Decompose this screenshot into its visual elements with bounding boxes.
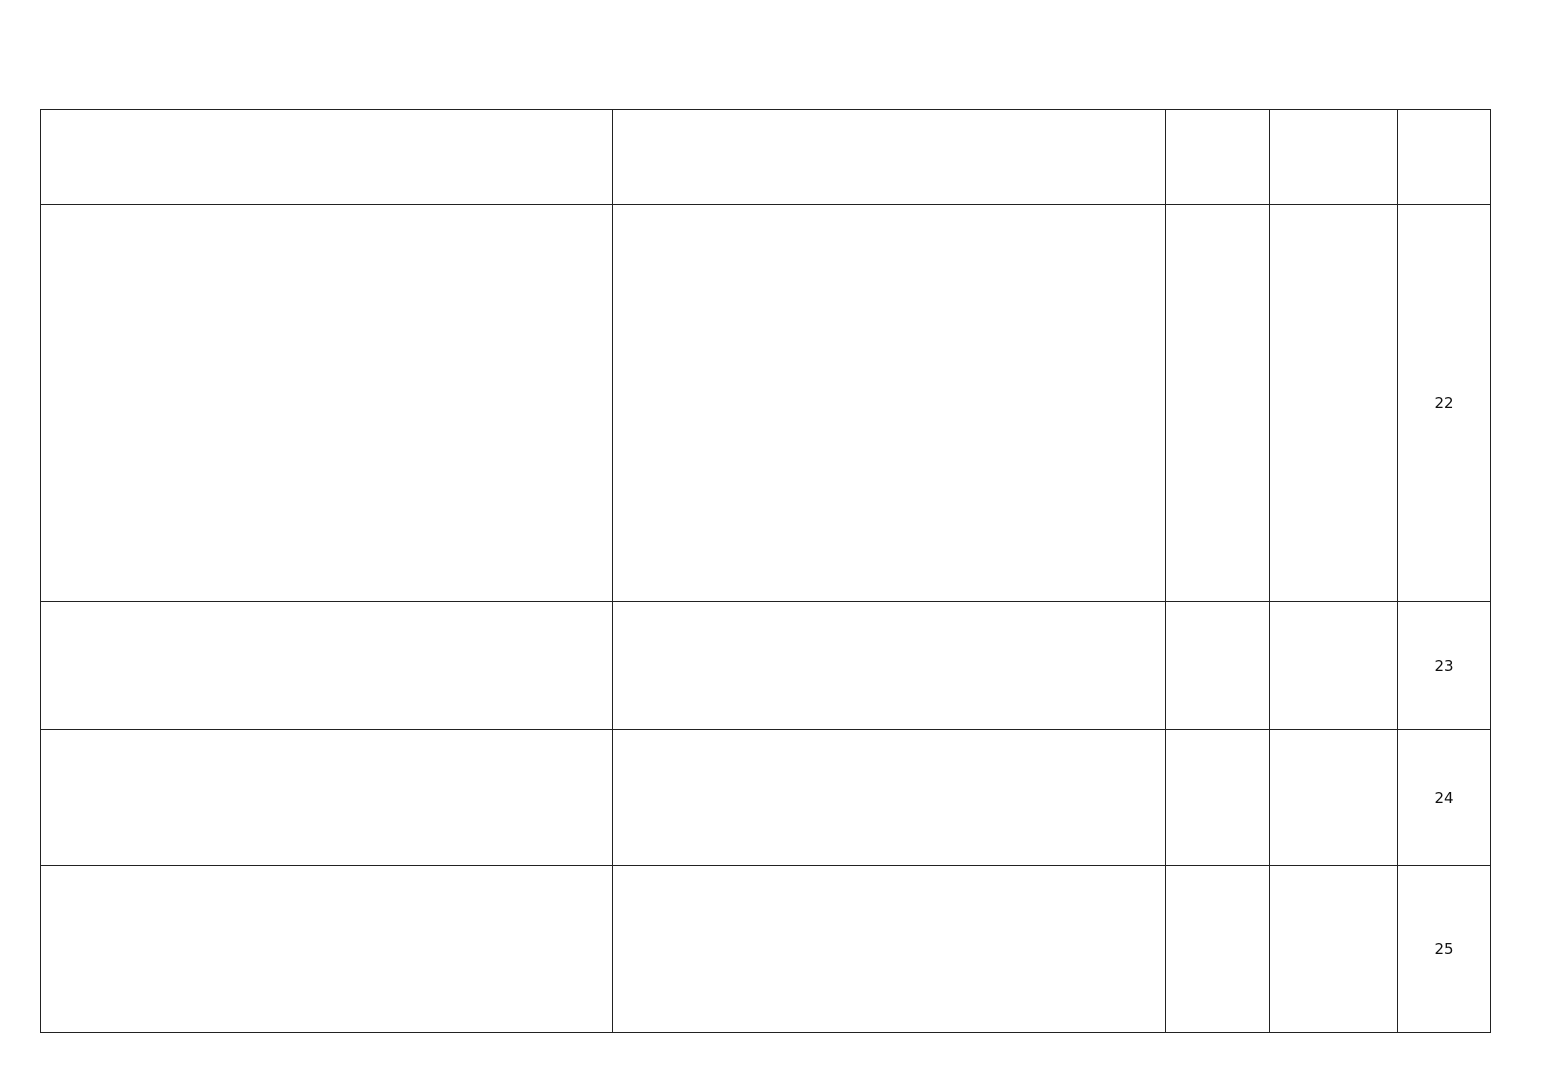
cell-results [41, 730, 613, 866]
cell-details [613, 205, 1166, 602]
cell-unit [1166, 866, 1270, 1033]
cell-results [41, 866, 613, 1033]
cell-item [1270, 866, 1398, 1033]
cell-item [1270, 730, 1398, 866]
cell-details [613, 602, 1166, 730]
cell-number: 25 [1398, 866, 1491, 1033]
cell-details [613, 730, 1166, 866]
document-title [0, 22, 1549, 78]
cell-unit [1166, 730, 1270, 866]
cell-details [613, 866, 1166, 1033]
table-row [41, 730, 1491, 866]
cell-results [41, 205, 613, 602]
cell-unit [1166, 205, 1270, 602]
table-row [41, 205, 1491, 602]
cell-results [41, 602, 613, 730]
cell-number: 22 [1398, 205, 1491, 602]
header-details [613, 110, 1166, 205]
cell-number: 23 [1398, 602, 1491, 730]
table-header-row [41, 110, 1491, 205]
header-results [41, 110, 613, 205]
table-row [41, 602, 1491, 730]
header-item [1270, 110, 1398, 205]
cell-number: 24 [1398, 730, 1491, 866]
table-row [41, 866, 1491, 1033]
cell-unit [1166, 602, 1270, 730]
page-footer [0, 1040, 1549, 1076]
projects-table [40, 109, 1491, 1033]
header-unit [1166, 110, 1270, 205]
header-number [1398, 110, 1491, 205]
cell-item [1270, 205, 1398, 602]
cell-item [1270, 602, 1398, 730]
